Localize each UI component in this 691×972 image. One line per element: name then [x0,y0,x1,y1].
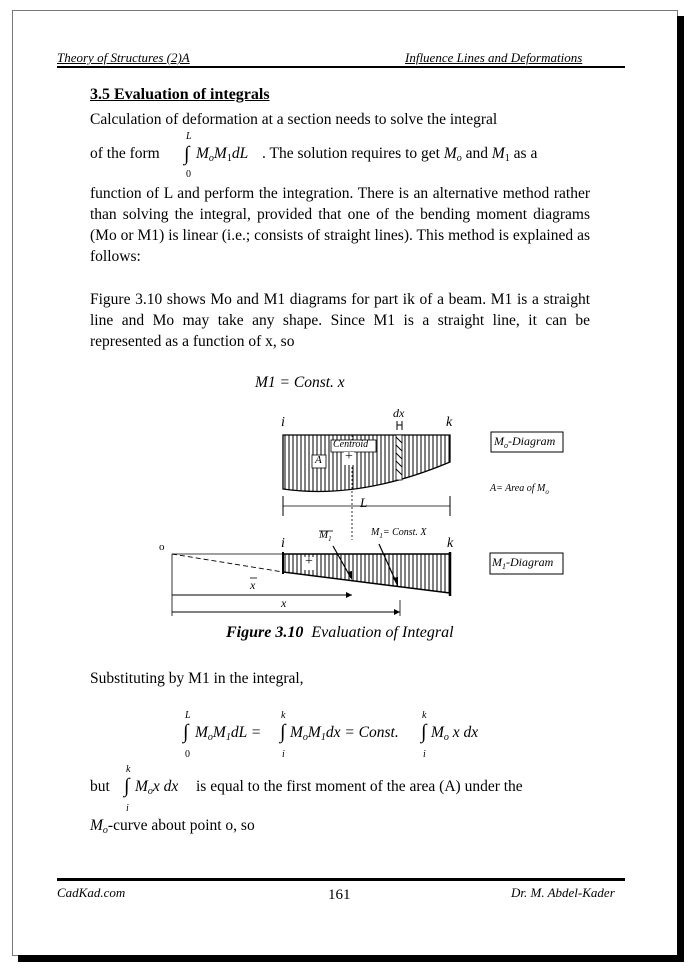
footer-right: Dr. M. Abdel-Kader [511,885,615,900]
fig-label-dx: dx [393,406,405,420]
fig-label-i-bottom: i [281,536,285,551]
int-lower-0: 0 [186,169,191,180]
para1-rest: function of L and perform the integration. There is an alternative method rather than solving the integral, provided that one of the bending moment diagrams (Mo or M1) is linear (i.e.; consists of straight lines). This method is explained as follows: [90,185,590,265]
eq2-rhs: $M_o$ x dx [431,724,479,743]
para1-after-int: . The solution requires to get $M_o$ and $M_1$ as a [262,145,538,164]
fig-mo-diagram-label: $M_o$-Diagram [494,434,556,450]
m1-dashed-extension [172,554,283,572]
fig-label-m1bar: $M_1$ [319,529,332,543]
page-number: 161 [328,887,351,903]
header-right: Influence Lines and Deformations [405,50,583,65]
header-left: Theory of Structures (2)A [57,50,190,65]
para4-lim-i: i [126,803,129,814]
footer-left: CadKad.com [57,885,126,900]
equation-m1-const-x: M1 = Const. x [255,374,345,391]
figure-caption: Figure 3.10 Evaluation of Integral [226,624,454,641]
eq2-int2: ∫ [280,721,286,743]
eq2-lhs: $M_oM_1dL$ = [195,724,262,743]
fig-label-plus-top: + [345,449,353,464]
eq2-lim-i2: i [423,749,426,760]
para4-but: but [90,778,110,795]
eq2-lim-k1: k [281,710,286,721]
fig-label-o: o [159,541,165,553]
fig-label-x: x [281,596,287,610]
para4-lim-k: k [126,764,131,775]
eq2-int1: ∫ [183,721,189,743]
eq2-mid: $M_oM_1dx$ = Const. [290,724,399,743]
eq2-lim-i1: i [282,749,285,760]
fig-label-centroid: Centroid [333,439,369,450]
int-upper-L: L [186,131,192,142]
footer-rule [57,878,625,881]
fig-label-k-top: k [446,415,453,430]
fig-area-note: A= Area of $M_o$ [490,483,549,496]
inline-integrand: $M_oM_1dL$ [196,145,249,164]
eq2-lim-L: L [185,710,191,721]
eq2-lim-k2: k [422,710,427,721]
para4-rest: is equal to the first moment of the area (A) under the [196,778,523,795]
para4-integrand: $M_ox$ dx [135,778,179,797]
para3: Substituting by M1 in the integral, [90,670,304,687]
para4-int: ∫ [124,775,130,797]
para1-line1: Calculation of deformation at a section needs to solve the integral [90,111,498,128]
fig-label-xbar: x [250,578,256,592]
eq2-int3: ∫ [421,721,427,743]
para4-line2: $M_o$-curve about point o, so [90,817,255,836]
fig-label-m1-const: $M_1=$ Const. X [371,527,427,540]
fig-label-plus-bottom: + [305,554,313,569]
para2: Figure 3.10 shows Mo and M1 diagrams for part ik of a beam. M1 is a straight line and Mo may take any shape. Since M1 is a straight line, it can be represented as a function of x, so [90,291,590,350]
fig-label-A: A [315,454,322,466]
para1-of-the-form: of the form [90,145,160,162]
fig-label-i-top: i [281,415,285,430]
fig-label-k-bottom: k [447,536,454,551]
eq2-lim-0: 0 [185,749,190,760]
section-heading: 3.5 Evaluation of integrals [90,86,270,103]
integral-sign: ∫ [184,143,190,165]
fig-label-L: L [360,495,368,510]
fig-m1-diagram-label: $M_1$-Diagram [492,555,554,571]
